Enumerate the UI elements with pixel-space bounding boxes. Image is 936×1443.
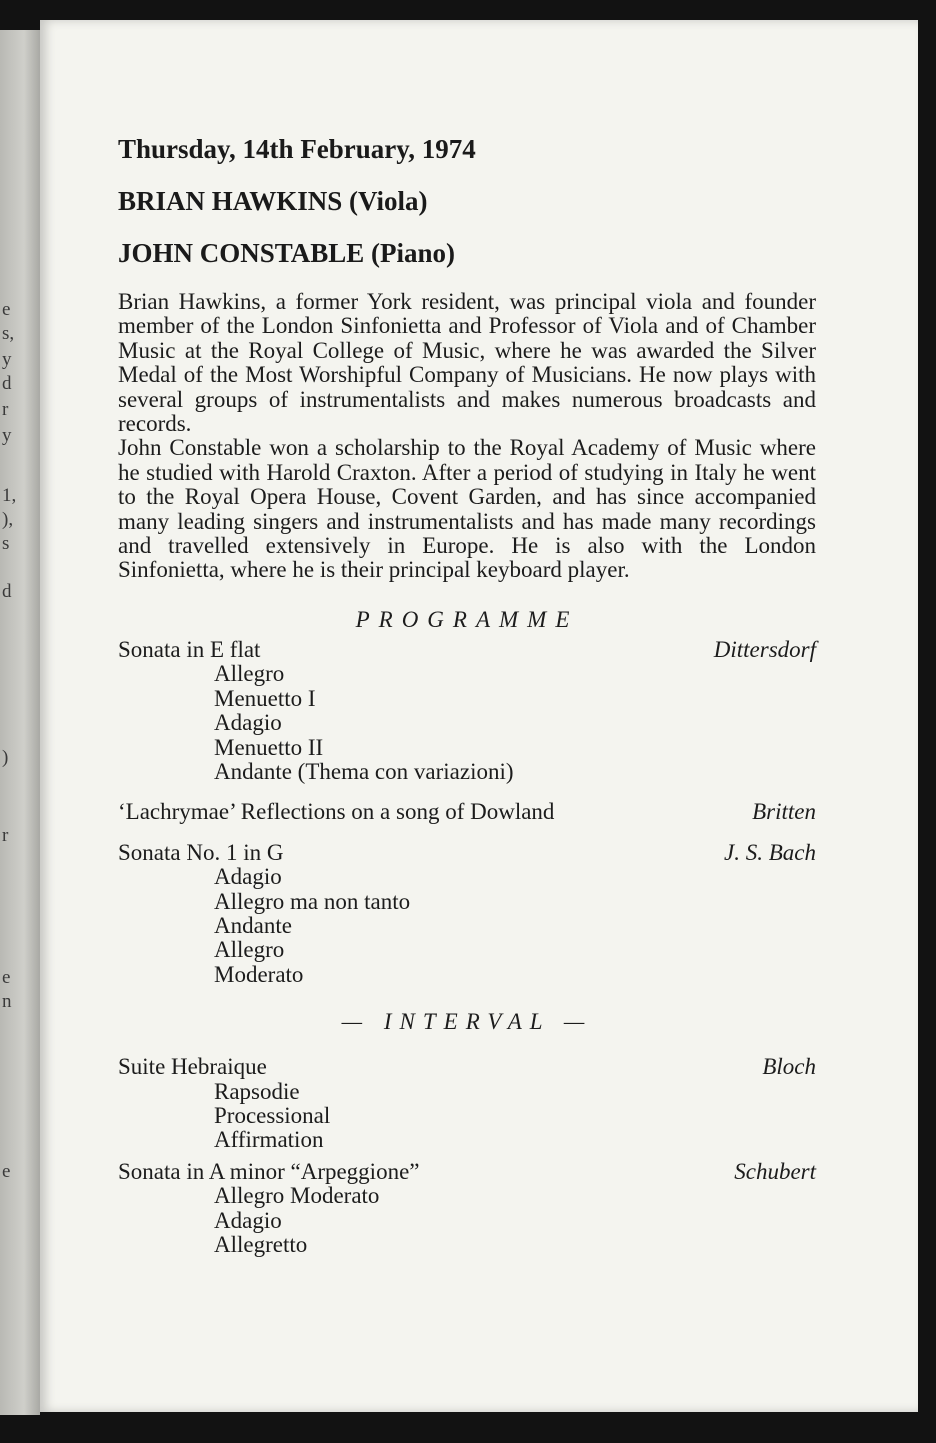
programme-page bbox=[40, 20, 918, 1412]
movement: Adagio bbox=[214, 710, 282, 736]
composer-name: Schubert bbox=[734, 1158, 816, 1184]
movement: Allegro bbox=[214, 661, 285, 687]
left-page-fragment: y bbox=[2, 425, 12, 446]
programme-item bbox=[118, 1055, 816, 1153]
work-title: Sonata No. 1 in G bbox=[118, 839, 284, 865]
left-page-fragment: d bbox=[2, 373, 12, 394]
composer-name: Dittersdorf bbox=[713, 636, 816, 662]
work-title: Sonata in E flat bbox=[118, 636, 261, 662]
movement: Allegro bbox=[214, 937, 285, 963]
interval-heading: — INTERVAL — bbox=[341, 1009, 593, 1035]
left-page-fragment: r bbox=[2, 399, 9, 420]
movement: Affirmation bbox=[214, 1127, 324, 1153]
left-page-fragment: r bbox=[2, 825, 9, 846]
movement: Andante bbox=[214, 912, 292, 938]
left-page-fragment: y bbox=[2, 349, 12, 370]
left-page-fragment: e bbox=[2, 299, 11, 320]
performer-piano: JOHN CONSTABLE (Piano) bbox=[118, 238, 456, 268]
concert-date: Thursday, 14th February, 1974 bbox=[118, 134, 476, 164]
bio-paragraph-hawkins: Brian Hawkins, a former York resident, was principal viola and founder member of the London Sinfonietta and Professor of Viola and of Chamber Music at the Royal College of Music, where he was awarded the Silver Medal of the Most Worshipful Company of Musicians. He now plays with several groups of instrumentalists and makes numerous broadcasts and records. bbox=[118, 289, 816, 437]
movement: Rapsodie bbox=[214, 1078, 300, 1104]
movement: Adagio bbox=[214, 864, 282, 890]
left-page-fragment: e bbox=[2, 967, 11, 988]
programme-item bbox=[118, 638, 816, 784]
programme-item bbox=[118, 841, 816, 987]
biography bbox=[118, 290, 816, 583]
left-page-fragment: ), bbox=[2, 509, 14, 530]
composer-name: Britten bbox=[752, 799, 816, 825]
movement: Moderato bbox=[214, 961, 304, 987]
left-page-fragment: 1, bbox=[2, 485, 17, 506]
movement: Menuetto II bbox=[214, 734, 324, 760]
work-title: Suite Hebraique bbox=[118, 1054, 267, 1080]
movement: Processional bbox=[214, 1102, 331, 1128]
left-page-fragment: s, bbox=[2, 323, 15, 344]
programme-item bbox=[118, 1160, 816, 1258]
programme-heading: PROGRAMME bbox=[355, 606, 579, 632]
movement: Allegro ma non tanto bbox=[214, 888, 411, 914]
left-page-fragment: ) bbox=[2, 747, 9, 768]
left-page-fragment: d bbox=[2, 581, 12, 602]
performer-viola: BRIAN HAWKINS (Viola) bbox=[118, 186, 428, 216]
movement: Adagio bbox=[214, 1207, 282, 1233]
work-title: ‘Lachrymae’ Reflections on a song of Dowland bbox=[118, 799, 555, 825]
left-page-fragment: s bbox=[2, 533, 10, 554]
movement: Allegro Moderato bbox=[214, 1183, 380, 1209]
composer-name: J. S. Bach bbox=[724, 839, 816, 865]
bio-paragraph-constable: John Constable won a scholarship to the Royal Academy of Music where he studied with Harold Craxton. After a period of studying in Italy he went to the Royal Opera House, Covent Garden, and has since accompanied many leading singers and instrumentalists and has made many recordings and travelled extensively in Europe. He is also with the London Sinfonietta, where he is their principal keyboard player. bbox=[118, 435, 816, 583]
movement: Allegretto bbox=[214, 1232, 308, 1257]
movement: Andante (Thema con variazioni) bbox=[214, 758, 514, 784]
left-page-edge bbox=[0, 30, 40, 1415]
composer-name: Bloch bbox=[762, 1054, 816, 1080]
work-title: Sonata in A minor “Arpeggione” bbox=[118, 1158, 420, 1184]
page-content bbox=[118, 132, 816, 1273]
left-page-fragment: e bbox=[2, 1161, 11, 1182]
movement: Menuetto I bbox=[214, 685, 316, 711]
left-page-fragment: n bbox=[2, 991, 12, 1012]
programme-item bbox=[118, 800, 816, 824]
